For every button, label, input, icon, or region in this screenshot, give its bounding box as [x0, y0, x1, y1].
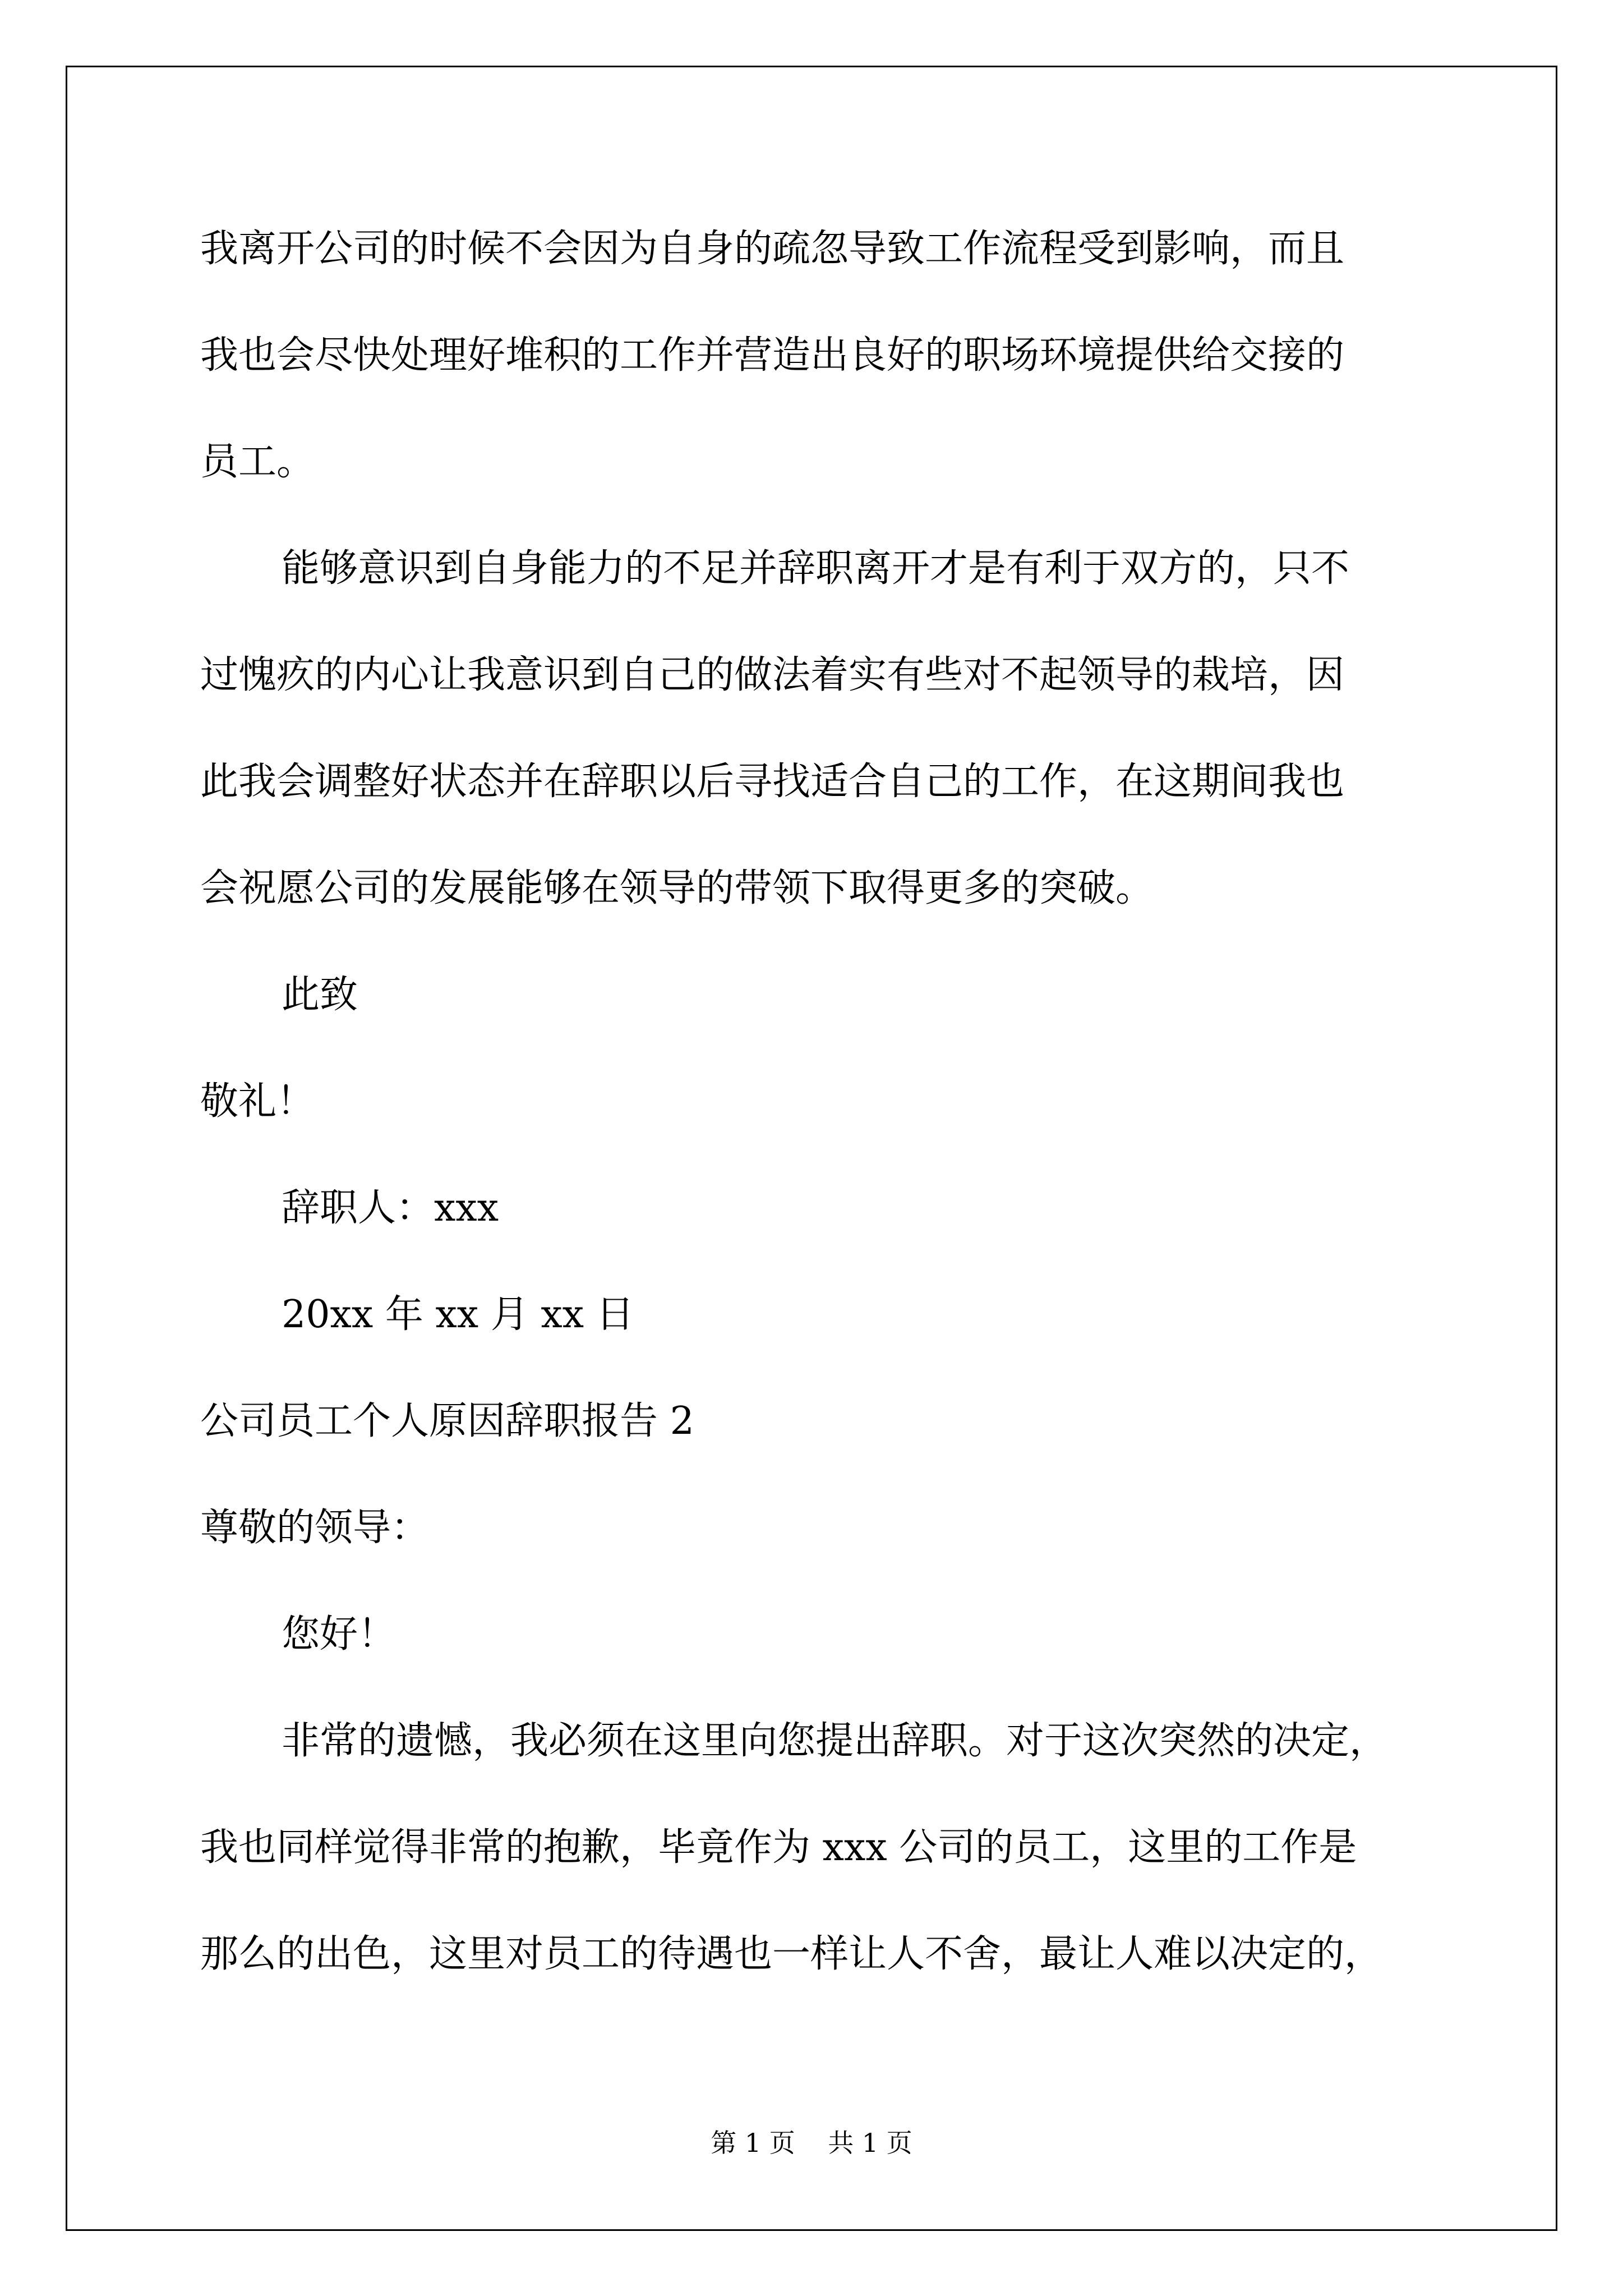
- page-border: [66, 66, 1557, 2231]
- body-line: 非常的遗憾，我必须在这里向您提出辞职。对于这次突然的决定，: [282, 1719, 1388, 1763]
- body-line: 我也同样觉得非常的抱歉，毕竟作为 xxx 公司的员工，这里的工作是: [200, 1825, 1357, 1870]
- closing-regards: 敬礼！: [200, 1079, 315, 1124]
- section-heading: 公司员工个人原因辞职报告 2: [200, 1399, 694, 1443]
- body-line: 过愧疚的内心让我意识到自己的做法着实有些对不起领导的栽培，因: [200, 653, 1345, 697]
- body-line: 员工。: [200, 440, 315, 484]
- hello-line: 您好！: [282, 1612, 396, 1657]
- greeting-line: 尊敬的领导：: [200, 1506, 430, 1550]
- body-line: 能够意识到自身能力的不足并辞职离开才是有利于双方的，只不: [282, 546, 1350, 591]
- date-line: 20xx 年 xx 月 xx 日: [282, 1292, 634, 1337]
- page-footer: 第 1 页 共 1 页: [711, 2128, 912, 2158]
- closing-salutation: 此致: [282, 973, 358, 1017]
- body-line: 那么的出色，这里对员工的待遇也一样让人不舍，最让人难以决定的，: [200, 1932, 1383, 1976]
- body-line: 会祝愿公司的发展能够在领导的带领下取得更多的突破。: [200, 866, 1154, 910]
- signer-line: 辞职人：xxx: [282, 1186, 499, 1230]
- body-line: 我也会尽快处理好堆积的工作并营造出良好的职场环境提供给交接的: [200, 333, 1345, 378]
- body-line: 此我会调整好状态并在辞职以后寻找适合自己的工作，在这期间我也: [200, 760, 1345, 804]
- body-line: 我离开公司的时候不会因为自身的疏忽导致工作流程受到影响，而且: [200, 227, 1345, 271]
